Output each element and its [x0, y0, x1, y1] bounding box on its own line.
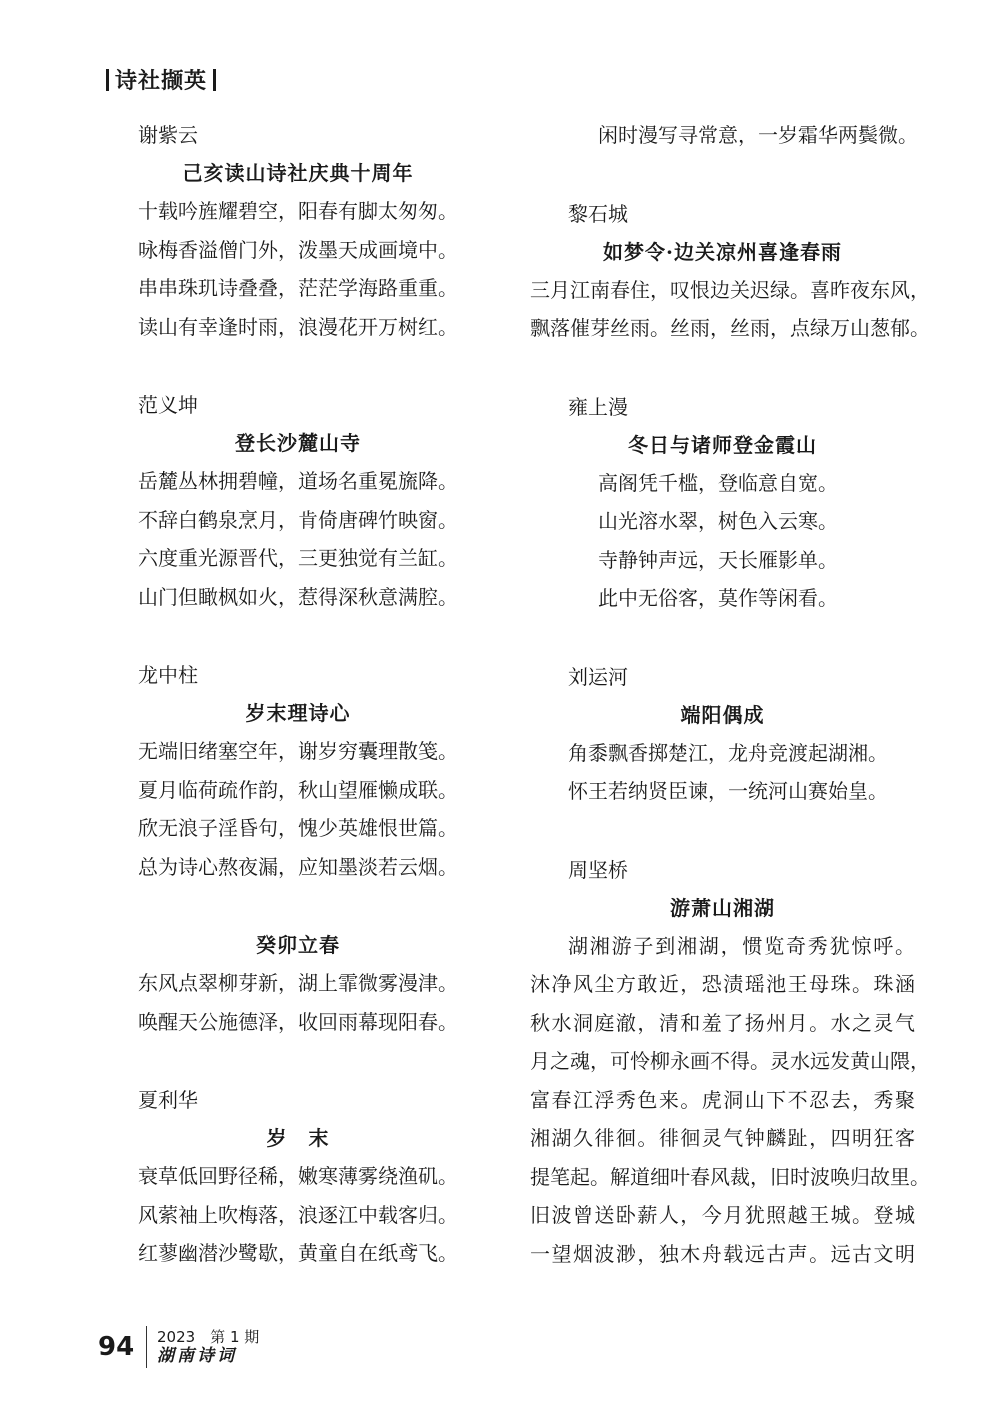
- poem-title: 端阳偶成: [680, 702, 765, 727]
- section-title: 诗社撷英: [115, 69, 208, 94]
- issue-info: [157, 1328, 259, 1366]
- poem-title: 岁 末: [266, 1126, 330, 1150]
- poem-line: 一望烟波渺，独木舟载远古声。远古文明: [530, 1241, 915, 1266]
- poem-block: [138, 386, 458, 616]
- poem-line: 夏月临荷疏作韵，秋山望雁懒成联。: [138, 777, 458, 802]
- section-header: [106, 64, 216, 95]
- poem-line: 沐净风尘方敢近，恐渍瑶池王母珠。珠涵: [530, 972, 915, 996]
- poem-title: 登长沙麓山寺: [235, 431, 361, 455]
- right-column: [530, 116, 930, 1273]
- poem-line: 东风点翠柳芽新，湖上霏微雾漫津。: [138, 971, 458, 995]
- poem-title: 己亥读山诗社庆典十周年: [182, 161, 414, 185]
- poem-line: 串串珠玑诗叠叠，茫茫学海路重重。: [138, 276, 458, 300]
- poem-block: [530, 195, 930, 348]
- poem-author: 范义坤: [138, 393, 198, 417]
- poem-line: 怀王若纳贤臣谏，一统河山赛始皇。: [568, 779, 888, 803]
- poem-title: 冬日与诸师登金霞山: [628, 432, 817, 457]
- page-footer: [98, 1326, 259, 1368]
- poem-line: 总为诗心熬夜漏，应知墨淡若云烟。: [138, 854, 458, 879]
- poem-line: 三月江南春住，叹恨边关迟绿。喜昨夜东风，: [530, 277, 930, 302]
- poem-line: 旧波曾送卧薪人，今月犹照越王城。登城: [530, 1203, 915, 1227]
- poem-line: 衰草低回野径稀，嫩寒薄雾绕渔矶。: [138, 1164, 458, 1188]
- poem-line: 角黍飘香掷楚江，龙舟竞渡起湖湘。: [568, 740, 888, 765]
- poem-title: 如梦令·边关凉州喜逢春雨: [603, 239, 842, 264]
- poem-line: 湘湖久徘徊。徘徊灵气钟麟趾，四明狂客: [530, 1126, 915, 1150]
- poem-author: 夏利华: [138, 1088, 198, 1112]
- poem-block: [530, 658, 915, 811]
- poem-block: [530, 851, 930, 1274]
- header-bar-left: [106, 69, 109, 91]
- poem-title: 岁末理诗心: [245, 701, 351, 725]
- poem-line: 十载吟旌耀碧空，阳春有脚太匆匆。: [138, 199, 458, 223]
- page-number: 94: [98, 1332, 135, 1362]
- poem-block: [530, 388, 915, 618]
- poem-line: 高阁凭千槛，登临意自宽。: [598, 470, 838, 495]
- poem-title: 癸卯立春: [256, 933, 340, 957]
- poem-line: 飘落催芽丝雨。丝雨，丝雨，点绿万山葱郁。: [530, 316, 930, 340]
- poem-line: 湖湘游子到湘湖，惯览奇秀犹惊呼。: [568, 933, 915, 958]
- poem-block: [138, 656, 458, 886]
- poem-author: 刘运河: [568, 664, 628, 689]
- poem-line: 山光溶水翠，树色入云寒。: [598, 509, 838, 533]
- issue-label: 2023 第 1 期: [157, 1328, 260, 1346]
- poem-line: 欣无浪子淫昏句，愧少英雄恨世篇。: [138, 816, 458, 840]
- header-bar-right: [213, 69, 216, 91]
- poem-line: 秋水洞庭澈，清和羞了扬州月。水之灵气: [530, 1010, 915, 1035]
- poem-author: 龙中柱: [138, 663, 198, 687]
- poem-line: 月之魂，可怜柳永画不得。灵水远发黄山隈，: [530, 1049, 930, 1073]
- poem-line: 此中无俗客，莫作等闲看。: [598, 586, 838, 610]
- poem-block: [138, 1081, 458, 1273]
- poem-line: 岳麓丛林拥碧幢，道场名重冕旒降。: [138, 469, 458, 493]
- magazine-name: 湖南诗词: [157, 1346, 237, 1366]
- poem-block: [138, 926, 458, 1041]
- poem-line: 红蓼幽潜沙鹭歇，黄童自在纸鸢飞。: [138, 1241, 458, 1265]
- poem-author: 雍上漫: [568, 394, 628, 419]
- poem-line: 风萦袖上吹梅落，浪逐江中载客归。: [138, 1202, 458, 1227]
- poem-line: 闲时漫写寻常意，一岁霜华两鬓微。: [598, 123, 918, 147]
- left-column: [138, 116, 458, 1273]
- poem-line: 咏梅香溢僧门外，泼墨天成画境中。: [138, 237, 458, 262]
- poem-line: 寺静钟声远，天长雁影单。: [598, 547, 838, 572]
- poem-line: 山门但瞰枫如火，惹得深秋意满腔。: [138, 584, 458, 609]
- poem-block: [138, 116, 458, 346]
- poem-author: 黎石城: [568, 201, 628, 226]
- poem-continuation: [530, 116, 918, 155]
- poem-line: 六度重光源晋代，三更独觉有兰缸。: [138, 546, 458, 570]
- poem-author: 谢紫云: [138, 123, 198, 147]
- poem-line: 富春江浮秀色来。虎洞山下不忍去，秀聚: [530, 1087, 915, 1112]
- poem-line: 唤醒天公施德泽，收回雨幕现阳春。: [138, 1009, 458, 1034]
- poem-title: 游萧山湘湖: [670, 895, 775, 920]
- poem-line: 读山有幸逢时雨，浪漫花开万树红。: [138, 314, 458, 339]
- poem-line: 不辞白鹤泉烹月，肯倚唐碑竹映窗。: [138, 507, 458, 532]
- footer-divider: [146, 1326, 147, 1368]
- poem-line: 提笔起。解道细叶春风裁，旧时波唤归故里。: [530, 1164, 930, 1189]
- poem-author: 周坚桥: [568, 857, 628, 882]
- poem-line: 无端旧绪塞空年，谢岁穷囊理散笺。: [138, 739, 458, 763]
